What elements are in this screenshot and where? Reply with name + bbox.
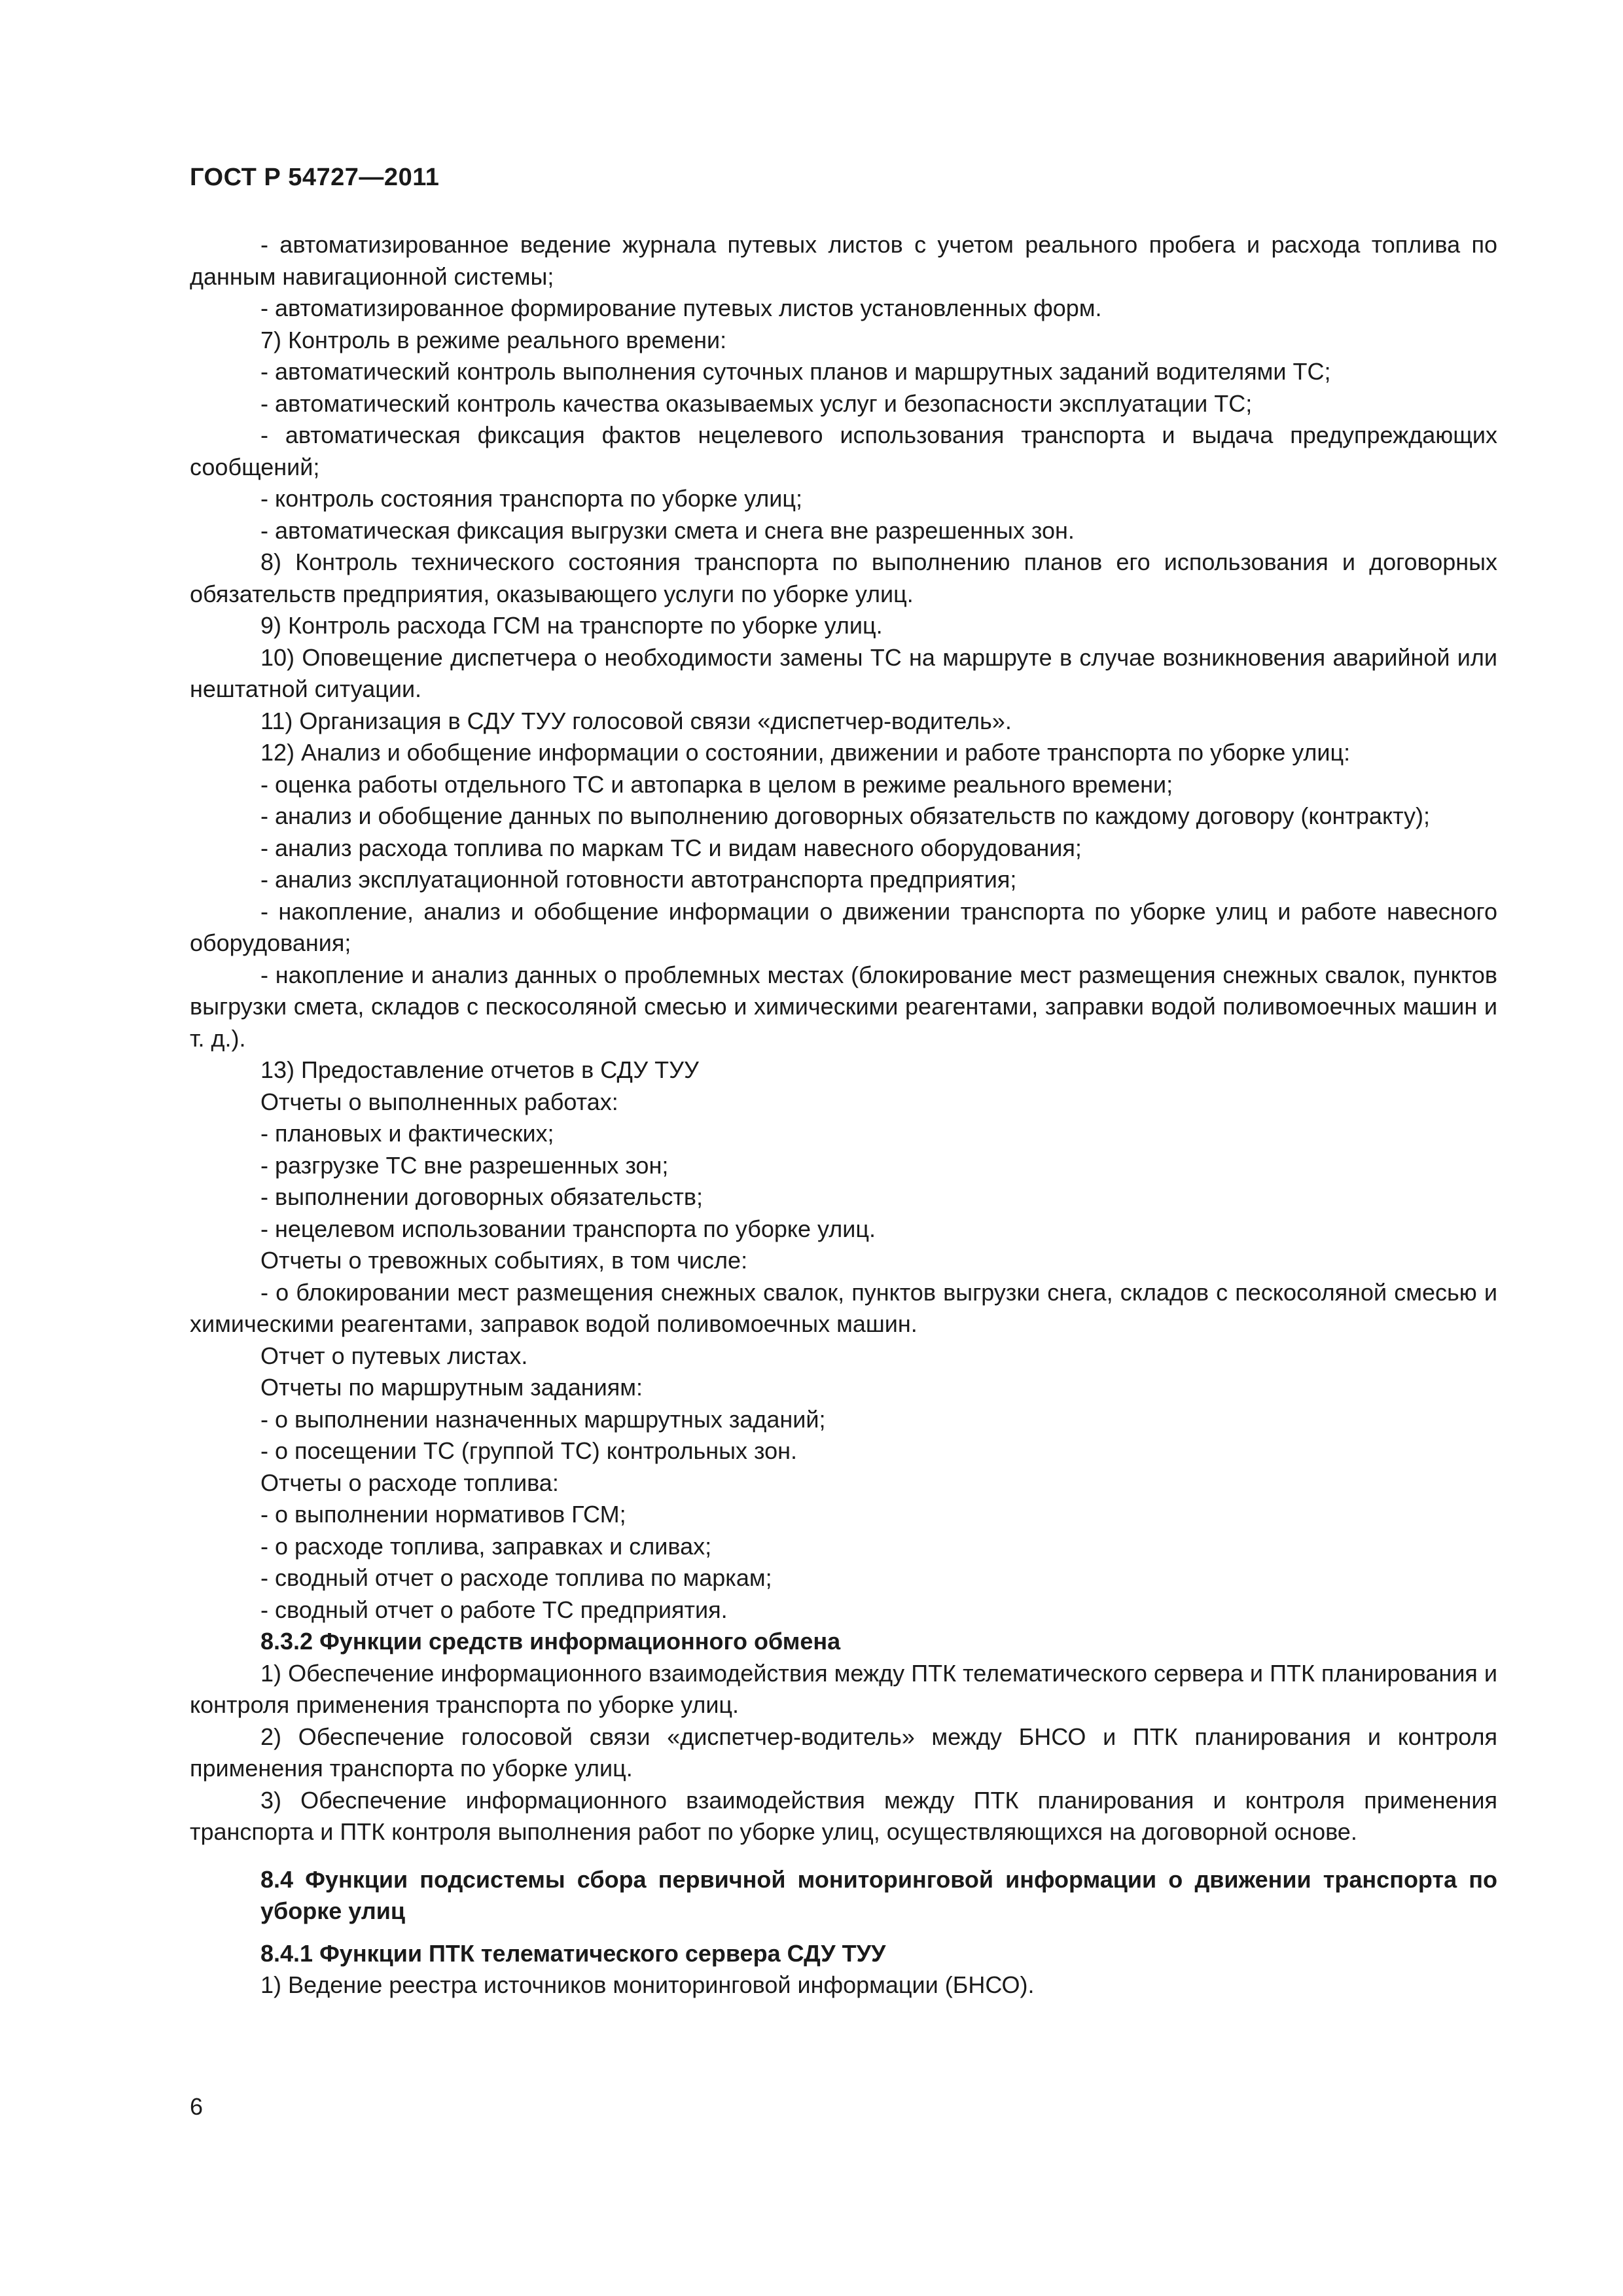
paragraph: Отчеты о расходе топлива: [260, 1469, 559, 1496]
paragraph: Отчет о путевых листах. [260, 1342, 528, 1369]
paragraph: 13) Предоставление отчетов в СДУ ТУУ [260, 1056, 699, 1083]
paragraph: - накопление, анализ и обобщение информации о движении транспорта по уборке улиц и работе навесного оборудования; [190, 897, 1497, 956]
paragraph: - о посещении ТС (группой ТС) контрольных зон. [260, 1437, 798, 1464]
paragraph: - автоматизированное ведение журнала путевых листов с учетом реального пробега и расхода топлива по данным навигационной системы; [190, 231, 1497, 290]
subsection-heading-8-3-2: 8.3.2 Функции средств информационного обмена [260, 1628, 841, 1655]
paragraph: - о блокировании мест размещения снежных свалок, пунктов выгрузки снега, складов с пескосоляной смесью и химическими реагентами, заправок водой поливомоечных машин. [190, 1278, 1497, 1337]
paragraph: 1) Ведение реестра источников мониторинговой информации (БНСО). [260, 1971, 1035, 1998]
paragraph: - сводный отчет о расходе топлива по маркам; [260, 1564, 772, 1591]
paragraph: - накопление и анализ данных о проблемных местах (блокирование мест размещения снежных свалок, пунктов выгрузки смета, складов с пескосоляной смесью и химическими реагентами, заправки водой поливомоечных машин и т. д.). [190, 961, 1497, 1052]
paragraph: - автоматический контроль выполнения суточных планов и маршрутных заданий водителями ТС; [260, 358, 1331, 385]
paragraph: 10) Оповещение диспетчера о необходимости замены ТС на маршруте в случае возникновения аварийной или нештатной ситуации. [190, 643, 1497, 702]
paragraph: - нецелевом использовании транспорта по уборке улиц. [260, 1215, 876, 1242]
paragraph: 9) Контроль расхода ГСМ на транспорте по уборке улиц. [260, 612, 883, 639]
paragraph: - автоматическая фиксация выгрузки смета и снега вне разрешенных зон. [260, 516, 1075, 544]
paragraph: - разгрузке ТС вне разрешенных зон; [260, 1151, 669, 1179]
paragraph: Отчеты по маршрутным заданиям: [260, 1374, 643, 1401]
paragraph: - контроль состояния транспорта по уборке улиц; [260, 485, 803, 512]
paragraph: - о выполнении нормативов ГСМ; [260, 1501, 626, 1528]
paragraph: - автоматизированное формирование путевых листов установленных форм. [260, 295, 1102, 321]
paragraph: - выполнении договорных обязательств; [260, 1183, 704, 1210]
paragraph: Отчеты о тревожных событиях, в том числе: [260, 1247, 748, 1274]
paragraph: - плановых и фактических; [260, 1120, 554, 1147]
paragraph: Отчеты о выполненных работах: [260, 1088, 618, 1115]
paragraph: - анализ и обобщение данных по выполнению договорных обязательств по каждому договору (контракту); [260, 802, 1430, 829]
paragraph: 12) Анализ и обобщение информации о состоянии, движении и работе транспорта по уборке улиц: [260, 739, 1351, 766]
document-header: ГОСТ Р 54727—2011 [190, 164, 440, 191]
page-number: 6 [190, 2093, 204, 2120]
subsection-heading-8-4-1: 8.4.1 Функции ПТК телематического сервера СДУ ТУУ [260, 1939, 886, 1967]
document-body [190, 229, 1497, 2001]
paragraph: - о расходе топлива, заправках и сливах; [260, 1532, 712, 1560]
paragraph: - автоматическая фиксация фактов нецелевого использования транспорта и выдача предупреждающих сообщений; [190, 422, 1497, 480]
paragraph: - оценка работы отдельного ТС и автопарка в целом в режиме реального времени; [260, 770, 1173, 798]
paragraph: 8) Контроль технического состояния транспорта по выполнению планов его использования и договорных обязательств предприятия, оказывающего услуги по уборке улиц. [190, 548, 1497, 607]
paragraph: - анализ эксплуатационной готовности автотранспорта предприятия; [260, 866, 1017, 893]
paragraph: - о выполнении назначенных маршрутных заданий; [260, 1405, 826, 1433]
paragraph: 11) Организация в СДУ ТУУ голосовой связи «диспетчер-водитель». [260, 707, 1012, 734]
paragraph: 2) Обеспечение голосовой связи «диспетчер-водитель» между БНСО и ПТК планирования и контроля применения транспорта по уборке улиц. [190, 1723, 1497, 1782]
paragraph: - автоматический контроль качества оказываемых услуг и безопасности эксплуатации ТС; [260, 389, 1253, 417]
section-heading-8-4: 8.4 Функции подсистемы сбора первичной мониторинговой информации о движении транспорта по уборке улиц [260, 1865, 1497, 1924]
paragraph: 7) Контроль в режиме реального времени: [260, 326, 727, 353]
paragraph: - сводный отчет о работе ТС предприятия. [260, 1596, 728, 1623]
paragraph: 1) Обеспечение информационного взаимодействия между ПТК телематического сервера и ПТК планирования и контроля применения транспорта по уборке улиц. [190, 1659, 1497, 1718]
paragraph: - анализ расхода топлива по маркам ТС и видам навесного оборудования; [260, 834, 1082, 861]
paragraph: 3) Обеспечение информационного взаимодействия между ПТК планирования и контроля применения транспорта и ПТК контроля выполнения работ по уборке улиц, осуществляющихся на договорной основе. [190, 1786, 1497, 1845]
